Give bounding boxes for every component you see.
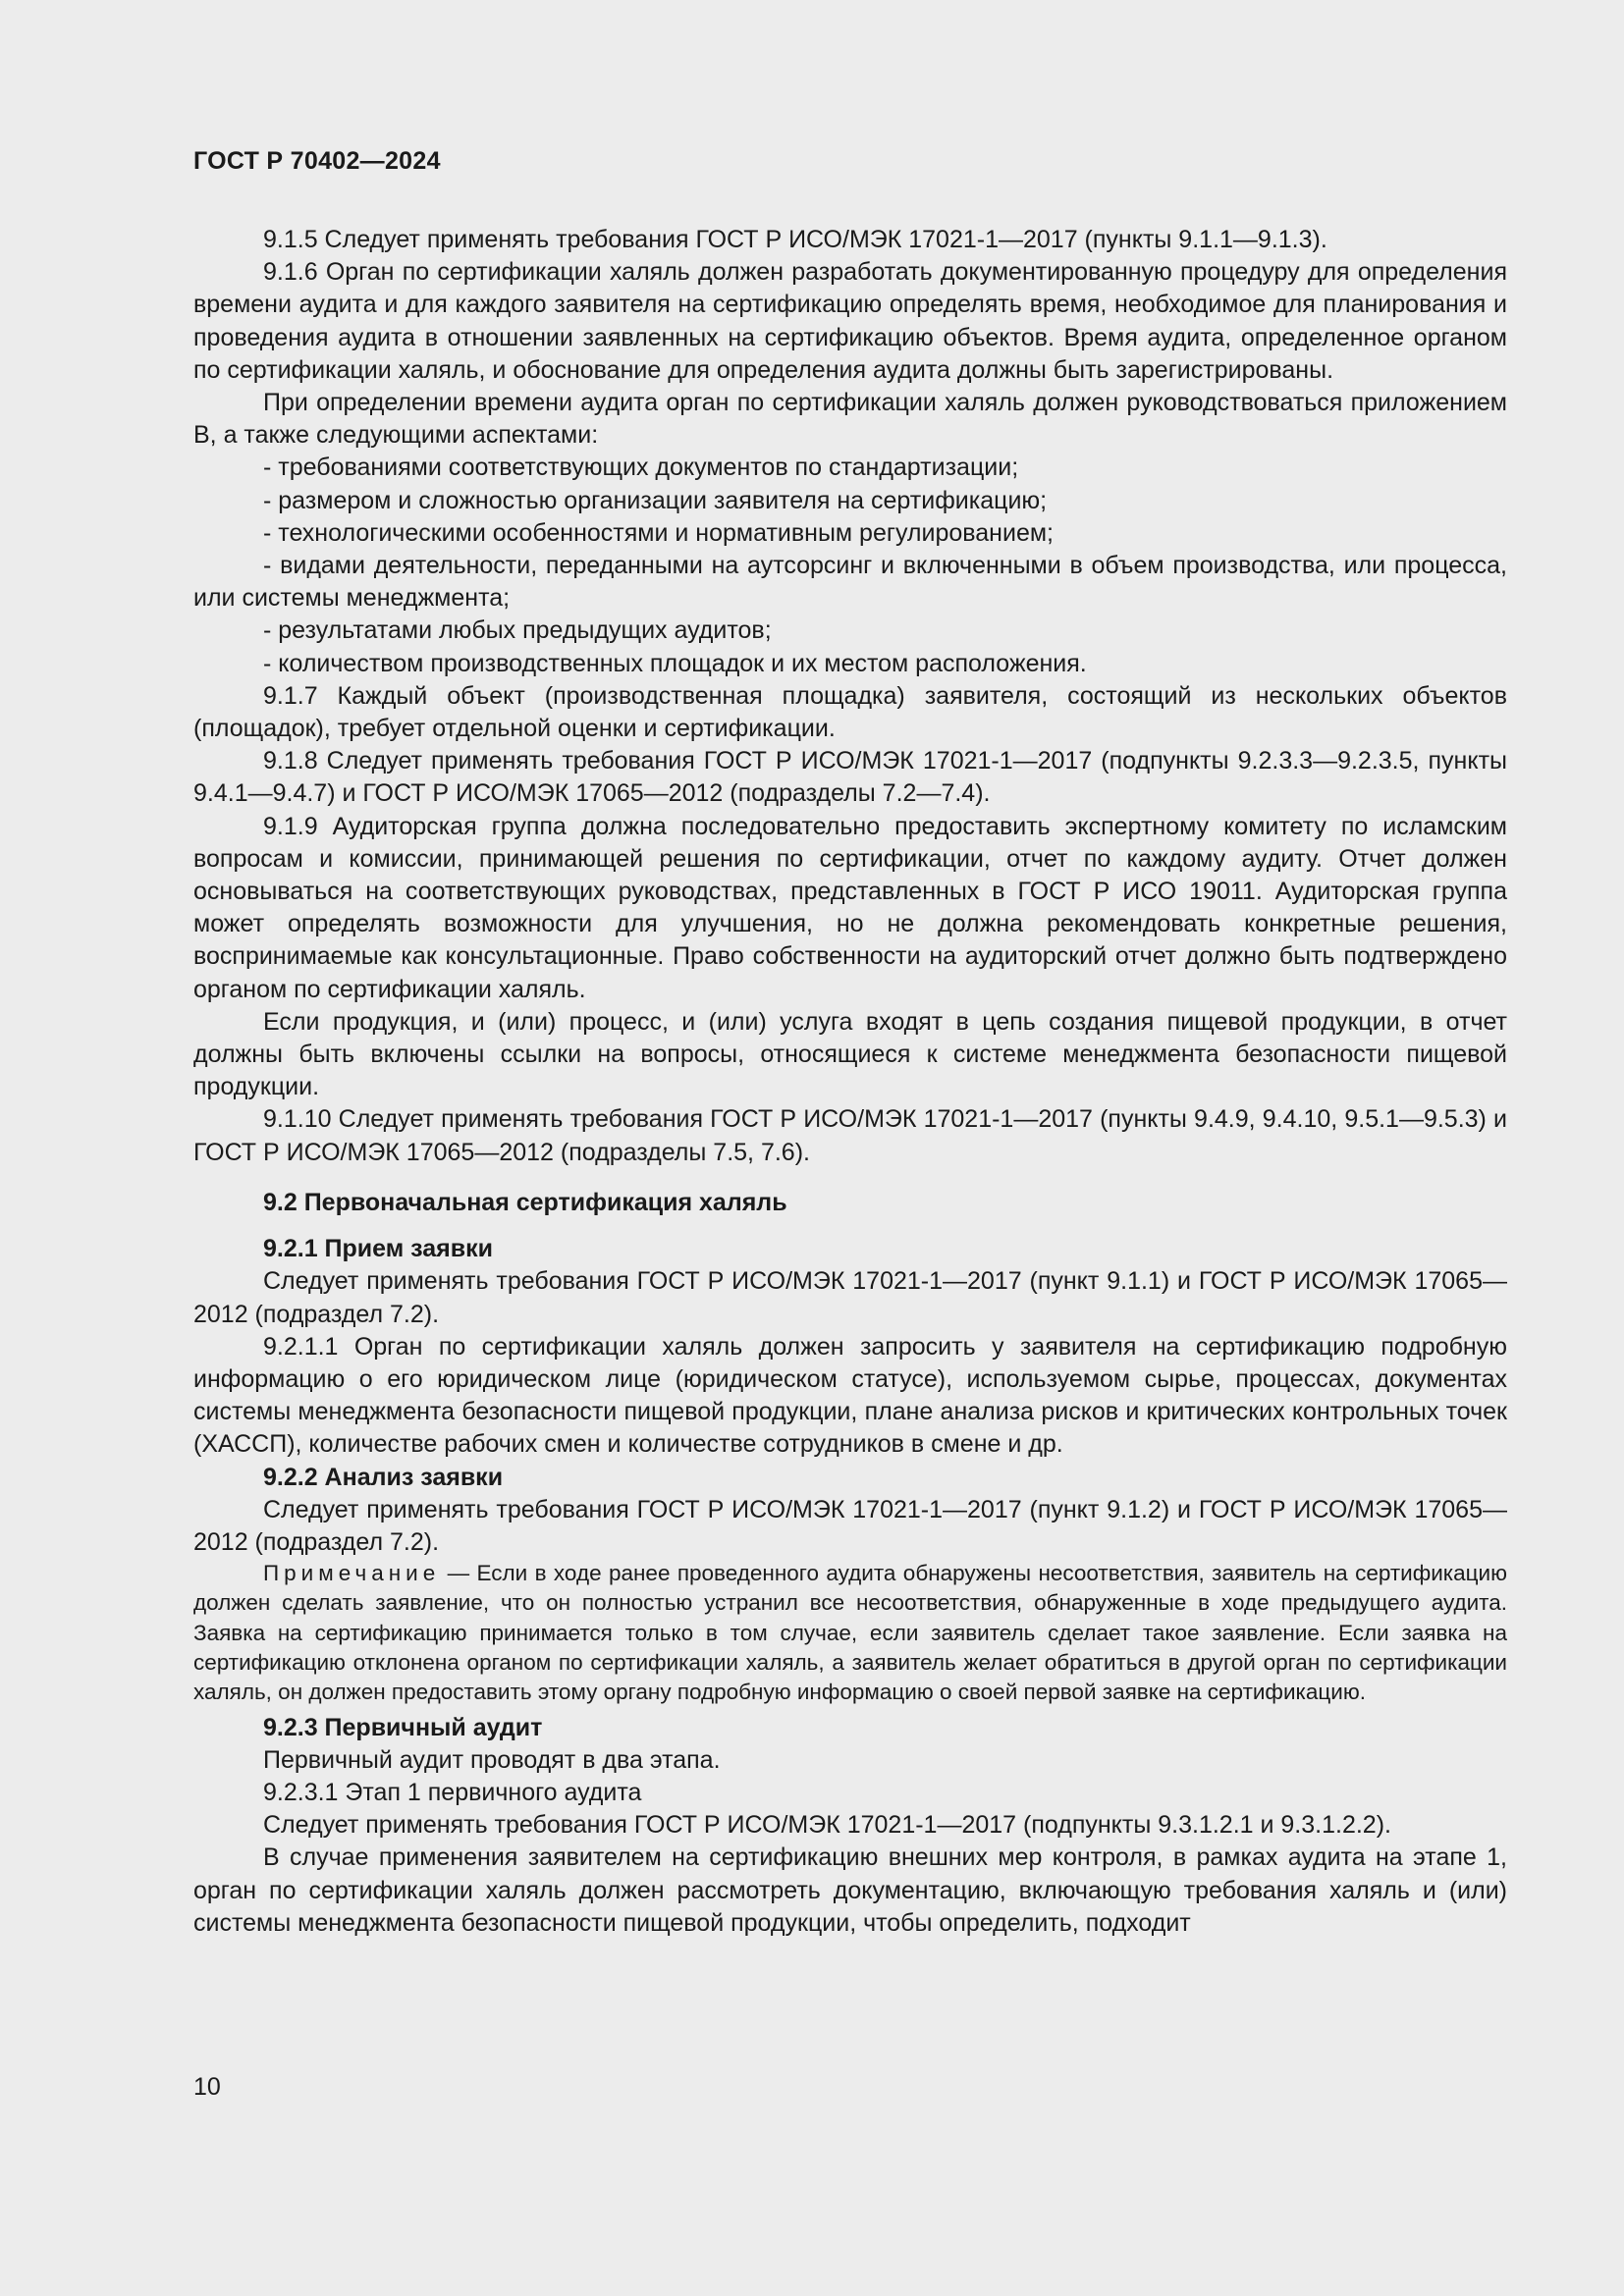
section-heading-9-2: 9.2 Первоначальная сертификация халяль: [263, 1188, 787, 1216]
list-item: - размером и сложностью организации заявителя на сертификацию;: [263, 486, 1048, 514]
list-item: - видами деятельности, переданными на аутсорсинг и включенными в объем производства, или процесса, или системы менеджмента;: [193, 552, 1507, 613]
paragraph-9-1-9: 9.1.9 Аудиторская группа должна последовательно предоставить экспертному комитету по исламским вопросам и комиссии, принимающей решения по сертификации, отчет по каждому аудиту. Отчет должен основываться на соответствующих руководствах, представленных в ГОСТ Р ИСО 19011. Аудиторская группа может определять возможности для улучшения, но не должна рекомендовать конкретные решения, воспринимаемые как консультационные. Право собственности на аудиторский отчет должно быть подтверждено органом по сертификации халяль.: [193, 812, 1507, 1003]
paragraph-9-2-1: Следует применять требования ГОСТ Р ИСО/МЭК 17021-1—2017 (пункт 9.1.1) и ГОСТ Р ИСО/МЭК 17065—2012 (подраздел 7.2).: [193, 1267, 1507, 1328]
page-number: 10: [193, 2073, 221, 2101]
paragraph-9-2-1-1: 9.2.1.1 Орган по сертификации халяль должен запросить у заявителя на сертификацию подробную информацию о его юридическом лице (юридическом статусе), используемом сырье, процессах, документах системы менеджмента безопасности пищевой продукции, плане анализа рисков и критических контрольных точек (ХАССП), количестве рабочих смен и количестве сотрудников в смене и др.: [193, 1332, 1507, 1459]
paragraph-stage1-requirements: Следует применять требования ГОСТ Р ИСО/МЭК 17021-1—2017 (подпункты 9.3.1.2.1 и 9.3.1.2.2).: [263, 1811, 1391, 1840]
paragraph-two-stages: Первичный аудит проводят в два этапа.: [263, 1745, 721, 1774]
paragraph-9-2-2: Следует применять требования ГОСТ Р ИСО/МЭК 17021-1—2017 (пункт 9.1.2) и ГОСТ Р ИСО/МЭК 17065—2012 (подраздел 7.2).: [193, 1495, 1507, 1556]
paragraph-9-1-8: 9.1.8 Следует применять требования ГОСТ Р ИСО/МЭК 17021-1—2017 (подпункты 9.2.3.3—9.2.3.5, пункты 9.4.1—9.4.7) и ГОСТ Р ИСО/МЭК 17065—2012 (подразделы 7.2—7.4).: [193, 747, 1507, 808]
paragraph-9-1-7: 9.1.7 Каждый объект (производственная площадка) заявителя, состоящий из нескольких объектов (площадок), требует отдельной оценки и сертификации.: [193, 681, 1507, 743]
note-label: Примечание: [263, 1561, 441, 1586]
paragraph-food-chain: Если продукция, и (или) процесс, и (или) услуга входят в цепь создания пищевой продукции, в отчет должны быть включены ссылки на вопросы, относящиеся к системе менеджмента безопасности пищевой продукции.: [193, 1007, 1507, 1101]
list-item: - результатами любых предыдущих аудитов;: [263, 616, 772, 645]
note: [193, 1559, 1507, 1707]
paragraph-9-2-3-1: 9.2.3.1 Этап 1 первичного аудита: [263, 1779, 642, 1807]
list-item: - требованиями соответствующих документов по стандартизации;: [263, 454, 1019, 482]
paragraph-9-1-6: 9.1.6 Орган по сертификации халяль должен разработать документированную процедуру для определения времени аудита и для каждого заявителя на сертификацию определять время, необходимое для планирования и проведения аудита в отношении заявленных на сертификацию объектов. Время аудита, определенное органом по сертификации халяль, и обоснование для определения аудита должны быть зарегистрированы.: [193, 258, 1507, 384]
list-item: - технологическими особенностями и нормативным регулированием;: [263, 518, 1054, 547]
note-text: — Если в ходе ранее проведенного аудита обнаружены несоответствия, заявитель на сертификацию должен сделать заявление, что он полностью устранил все несоответствия, обнаруженные в ходе предыдущего аудита. Заявка на сертификацию принимается только в том случае, если заявитель сделает такое заявление. Если заявка на сертификацию отклонена органом по сертификации халяль, а заявитель желает обратиться в другой орган по сертификации халяль, он должен предоставить этому органу подробную информацию о своей первой заявке на сертификацию.: [193, 1561, 1507, 1705]
subsection-heading-9-2-2: 9.2.2 Анализ заявки: [263, 1463, 504, 1491]
subsection-heading-9-2-1: 9.2.1 Прием заявки: [263, 1235, 494, 1263]
list-item: - количеством производственных площадок и их местом расположения.: [263, 649, 1087, 677]
paragraph-9-1-10: 9.1.10 Следует применять требования ГОСТ Р ИСО/МЭК 17021-1—2017 (пункты 9.4.9, 9.4.10, 9.5.1—9.5.3) и ГОСТ Р ИСО/МЭК 17065—2012 (подразделы 7.5, 7.6).: [193, 1105, 1507, 1166]
paragraph-9-1-5: 9.1.5 Следует применять требования ГОСТ Р ИСО/МЭК 17021-1—2017 (пункты 9.1.1—9.1.3).: [263, 226, 1327, 253]
document-header: ГОСТ Р 70402—2024: [193, 147, 441, 175]
subsection-heading-9-2-3: 9.2.3 Первичный аудит: [263, 1713, 543, 1741]
paragraph-external-controls: В случае применения заявителем на сертификацию внешних мер контроля, в рамках аудита на этапе 1, орган по сертификации халяль должен рассмотреть документацию, включающую требования халяль и (или) системы менеджмента безопасности пищевой продукции, чтобы определить, подходит: [193, 1843, 1507, 1937]
document-body: [193, 224, 1507, 1940]
paragraph-audit-time: При определении времени аудита орган по сертификации халяль должен руководствоваться приложением В, а также следующими аспектами:: [193, 389, 1507, 450]
